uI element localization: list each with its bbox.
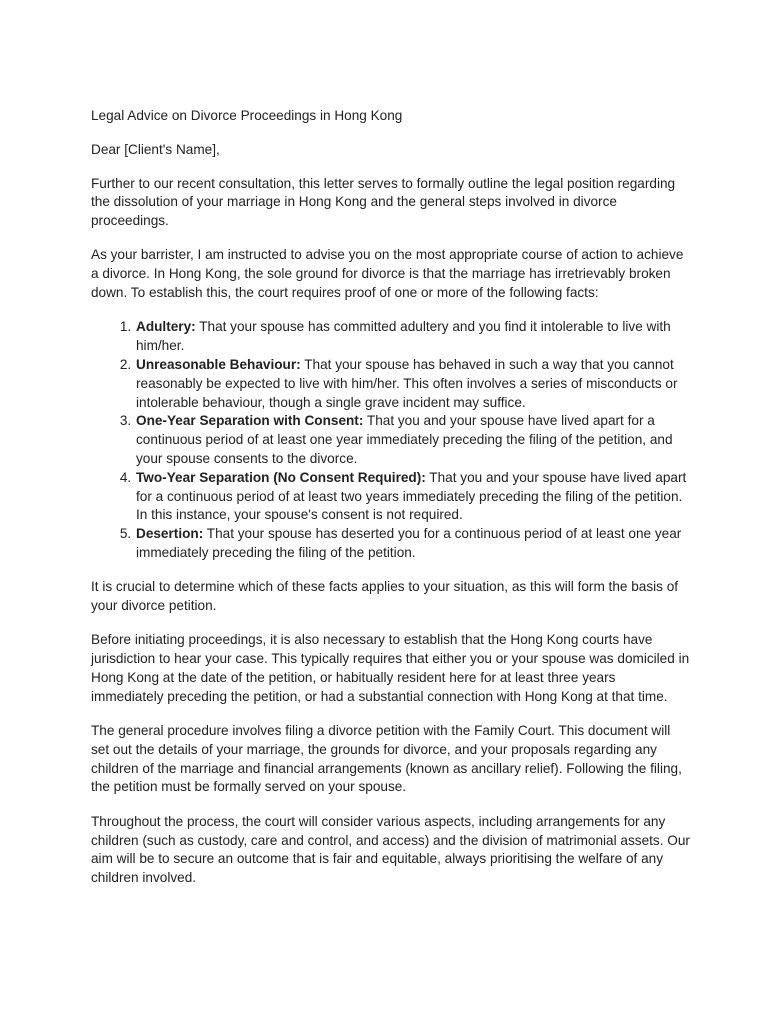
list-item-text: That your spouse has committed adultery and you find it intolerable to live with him/her. [136,319,671,354]
list-item-text: That you and your spouse have lived apart for a continuous period of at least one year immediately preceding the filing of the petition, and your spouse consents to the divorce. [136,413,673,466]
paragraph-grounds: As your barrister, I am instructed to advise you on the most appropriate course of action to achieve a divorce. In Hong Kong, the sole ground for divorce is that the marriage has irretrievably broken down. To establish this, the court requires proof of one or more of the following facts: [91,247,684,301]
list-item-term: Desertion: [136,526,204,542]
list-item-text: That your spouse has deserted you for a continuous period of at least one year immediately preceding the filing of the petition. [136,526,682,560]
list-item-two-year-separation [135,469,691,525]
list-item-term: Two-Year Separation (No Consent Required): [136,469,426,485]
letter-body [91,107,691,903]
paragraph-intro: Further to our recent consultation, this letter serves to formally outline the legal position regarding the dissolution of your marriage in Hong Kong and the general steps involved in divorce proceedings. [91,175,676,229]
list-item-adultery [135,318,691,356]
list-item-term: Unreasonable Behaviour: [136,356,301,372]
list-item-one-year-separation [135,412,691,468]
paragraph-considerations: Throughout the process, the court will consider various aspects, including arrangements for any children (such as custody, care and control, and access) and the division of matrimonial assets. Our aim will be to secure an outcome that is fair and equitable, always prioritising the welfare of any children involved. [91,813,690,886]
paragraph-basis: It is crucial to determine which of these facts applies to your situation, as this will form the basis of your divorce petition. [91,579,679,614]
facts-list [91,318,691,562]
list-item-text: That your spouse has behaved in such a way that you cannot reasonably be expected to live with him/her. This often involves a series of misconducts or intolerable behaviour, though a single grave incident may suffice. [136,356,678,410]
list-item-unreasonable-behaviour [135,356,691,412]
list-item-term: Adultery: [136,319,196,335]
letter-title: Legal Advice on Divorce Proceedings in Hong Kong [91,108,403,123]
paragraph-jurisdiction: Before initiating proceedings, it is also necessary to establish that the Hong Kong courts have jurisdiction to hear your case. This typically requires that either you or your spouse was domiciled in Hong Kong at the date of the petition, or habitually resident here for at least three years immediately preceding the petition, or had a substantial connection with Hong Kong at that time. [91,632,690,704]
salutation: Dear [Client's Name], [91,141,220,157]
paragraph-procedure: The general procedure involves filing a divorce petition with the Family Court. This document will set out the details of your marriage, the grounds for divorce, and your proposals regarding any children of the marriage and financial arrangements (known as ancillary relief). Following the filing, the petition must be formally served on your spouse. [91,723,682,795]
list-item-term: One-Year Separation with Consent: [136,413,364,429]
list-item-text: That you and your spouse have lived apart for a continuous period of at least two years immediately preceding the filing of the petition. In this instance, your spouse's consent is not required. [136,469,687,523]
list-item-desertion [135,525,691,563]
